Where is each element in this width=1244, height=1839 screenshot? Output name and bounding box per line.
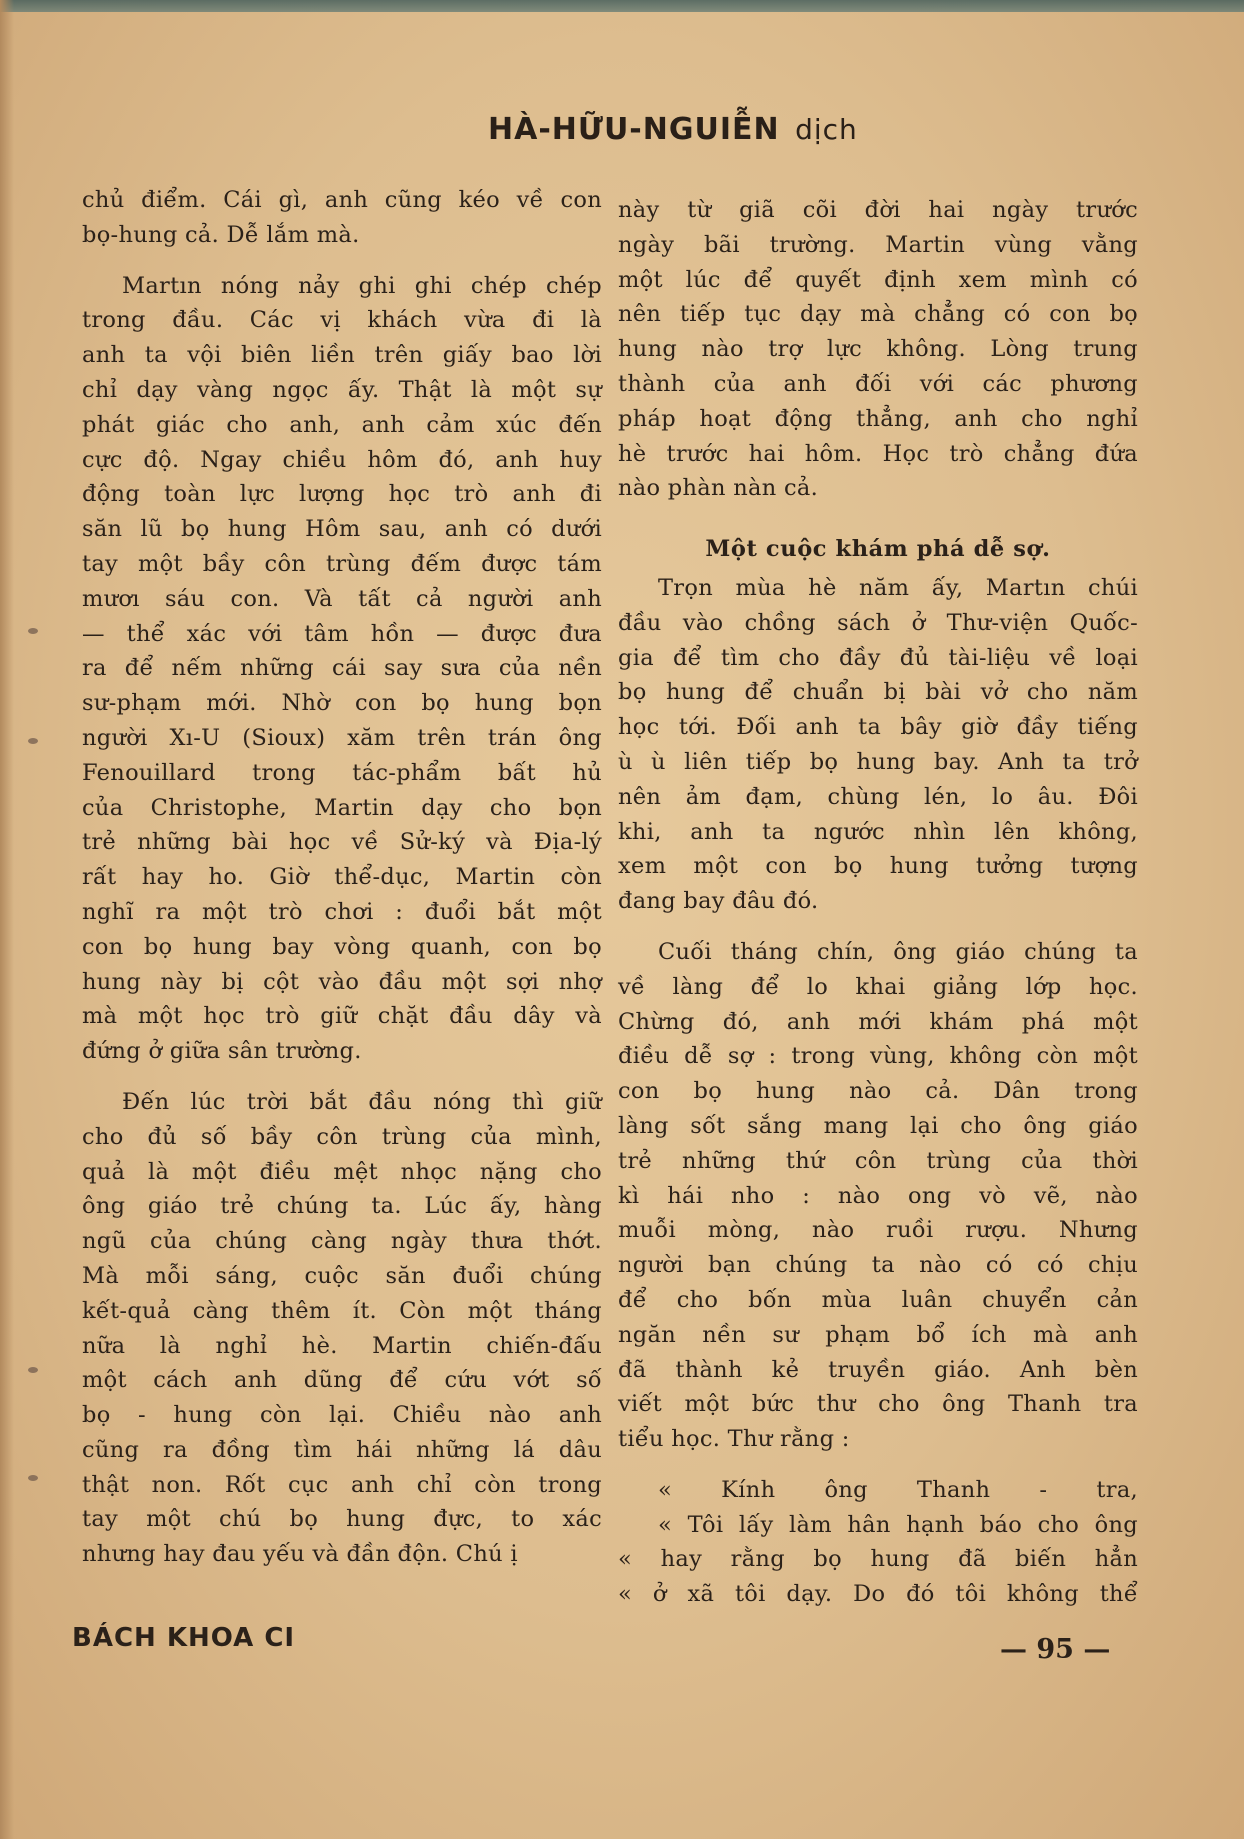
text-line: mươı sáu con. Và tất cả người anh — [82, 585, 602, 612]
text-line: đã thành kẻ truyền giáo. Anh bèn — [618, 1356, 1138, 1383]
text-line: nữa là nghỉ hè. Martin chiến-đấu — [82, 1332, 602, 1359]
text-line: chỉ dạy vàng ngọc ấy. Thật là một sự — [82, 376, 602, 403]
text-line: động toàn lực lượng học trò anh đi — [82, 481, 602, 508]
text-line: viết một bức thư cho ông Thanh tra — [618, 1391, 1138, 1418]
text-line: kết-quả càng thêm ít. Còn một tháng — [82, 1297, 602, 1324]
text-line: mà một học trò giữ chặt đầu dây và — [82, 1003, 602, 1030]
text-line: ngũ của chúng càng ngày thưa thớt. — [82, 1228, 602, 1255]
text-line: tay một bầy côn trùng đếm được tám — [82, 550, 602, 577]
letter-quote — [618, 1473, 1138, 1612]
letter-line: « hay rằng bọ hung đã biến hẳn — [618, 1546, 1138, 1573]
text-line: của Christophe, Martin dạy cho bọn — [82, 794, 602, 821]
text-line: nghĩ ra một trò chơi : đuổi bắt một — [82, 898, 602, 925]
text-line: trẻ những thứ côn trùng của thời — [618, 1147, 1138, 1174]
text-line: khi, anh ta ngước nhìn lên không, — [618, 818, 1138, 845]
text-line: gia để tìm cho đầy đủ tài-liệu về loại — [618, 644, 1138, 671]
paragraph — [618, 193, 1138, 506]
text-line: Đến lúc trời bắt đầu nóng thì giữ — [122, 1088, 602, 1115]
text-line: Cuối tháng chín, ông giáo chúng ta — [658, 938, 1138, 965]
text-line: đang bay đâu đó. — [618, 888, 819, 915]
page-left-edge — [0, 0, 14, 1839]
text-line: tay một chú bọ hung đực, to xác — [82, 1506, 602, 1533]
text-line: trẻ những bài học về Sử-ký và Địa-lý — [82, 829, 602, 856]
text-line: ngày bãi trường. Martin vùng vằng — [618, 231, 1138, 258]
text-line: điều dễ sợ : trong vùng, không còn một — [618, 1043, 1138, 1070]
text-line: nào phàn nàn cả. — [618, 475, 819, 502]
text-line: con bọ hung nào cả. Dân trong — [618, 1078, 1138, 1105]
text-line: đầu vào chồng sách ở Thư-viện Quốc- — [618, 609, 1138, 636]
margin-mark — [28, 738, 38, 744]
text-line: nhưng hay đau yếu và đần độn. Chú ị — [82, 1541, 518, 1568]
magazine-footer: BÁCH KHOA CI — [72, 1623, 296, 1653]
text-line: bọ hung để chuẩn bị bài vở cho năm — [618, 679, 1138, 706]
text-line: ra để nếm những cái say sưa của nền — [82, 655, 602, 682]
text-line: đứng ở giữa sân trường. — [82, 1038, 362, 1065]
letter-line: « Kính ông Thanh - tra, — [658, 1476, 1138, 1503]
text-line: quả là một điều mệt nhọc nặng cho — [82, 1158, 602, 1185]
text-line: con bọ hung bay vòng quanh, con bọ — [82, 933, 602, 960]
text-line: người bạn chúng ta nào có có chịu — [618, 1252, 1138, 1279]
paragraph — [618, 935, 1138, 1457]
text-line: — thể xác với tâm hồn — được đưa — [82, 620, 602, 647]
page-number: — 95 — — [1000, 1634, 1111, 1665]
margin-mark — [28, 1475, 38, 1481]
text-line: anh ta vội biên liền trên giấy bao lời — [82, 342, 602, 369]
paragraph — [618, 571, 1138, 919]
text-line: sư-phạm mới. Nhờ con bọ hung bọn — [82, 690, 602, 717]
text-line: này từ giã cõi đời hai ngày trước — [618, 197, 1138, 223]
text-line: Martın nóng nảy ghi ghi chép chép — [122, 272, 602, 299]
text-line: ngăn nền sư phạm bổ ích mà anh — [618, 1321, 1138, 1348]
text-line: tiểu học. Thư rằng : — [618, 1426, 850, 1453]
text-line: ù ù liên tiếp bọ hung bay. Anh ta trở — [618, 748, 1138, 775]
text-line: người Xı-U (Sioux) xăm trên trán ông — [82, 724, 602, 751]
text-line: kì hái nho : nào ong vò vẽ, nào — [618, 1182, 1138, 1209]
text-line: trong đầu. Các vị khách vừa đi là — [82, 307, 602, 334]
text-line: để cho bốn mùa luân chuyển cản — [618, 1286, 1138, 1313]
text-line: nên ảm đạm, chùng lén, lo âu. Đôi — [618, 783, 1138, 810]
text-line: thật non. Rốt cục anh chỉ còn trong — [82, 1471, 602, 1498]
paragraph — [82, 183, 602, 253]
paragraph — [82, 1085, 602, 1572]
text-line: Chừng đó, anh mới khám phá một — [618, 1008, 1138, 1035]
text-line: phát giác cho anh, anh cảm xúc đến — [82, 411, 602, 438]
text-line: Mà mỗi sáng, cuộc săn đuổi chúng — [82, 1262, 602, 1289]
text-line: săn lũ bọ hung Hôm sau, anh có dưới — [82, 516, 602, 543]
text-line: hung này bị cột vào đầu một sợi nhợ — [82, 968, 602, 995]
text-line: về làng để lo khai giảng lớp học. — [618, 973, 1138, 1000]
translator-suffix: dịch — [795, 113, 858, 146]
text-line: ông giáo trẻ chúng ta. Lúc ấy, hàng — [82, 1193, 602, 1220]
text-line: nên tiếp tục dạy mà chẳng có con bọ — [618, 301, 1138, 328]
section-heading: Một cuộc khám phá dễ sợ. — [705, 536, 1051, 563]
right-column — [618, 193, 1138, 1612]
text-line: hè trước hai hôm. Học trò chẳng đứa — [618, 440, 1138, 467]
text-line: làng sốt sắng mang lại cho ông giáo — [618, 1112, 1138, 1139]
text-line: bọ - hung còn lại. Chiều nào anh — [82, 1402, 602, 1429]
text-line: pháp hoạt động thẳng, anh cho nghỉ — [618, 405, 1138, 432]
translator-name: HÀ-HỮU-NGUIỄN — [488, 112, 780, 147]
text-line: thành của anh đối với các phương — [618, 370, 1138, 397]
text-line: bọ-hung cả. Dễ lắm mà. — [82, 221, 360, 248]
text-line: một cách anh dũng để cứu vớt số — [82, 1367, 602, 1394]
text-line: học tới. Đối anh ta bây giờ đầy tiếng — [618, 714, 1138, 741]
page-top-edge — [0, 0, 1244, 12]
margin-mark — [28, 1367, 38, 1373]
text-line: xem một con bọ hung tưởng tượng — [618, 853, 1138, 880]
running-header — [488, 112, 858, 147]
text-line: cũng ra đồng tìm hái những lá dâu — [82, 1436, 602, 1463]
margin-mark — [28, 628, 38, 634]
letter-line: « Tôi lấy làm hân hạnh báo cho ông — [658, 1511, 1138, 1538]
letter-line: « ở xã tôi dạy. Do đó tôi không thể — [618, 1581, 1138, 1608]
text-line: một lúc để quyết định xem mình có — [618, 266, 1138, 293]
paragraph — [82, 269, 602, 1069]
text-line: muỗi mòng, nào ruồi rượu. Nhưng — [618, 1217, 1138, 1244]
left-column — [82, 183, 602, 1572]
text-line: Trọn mùa hè năm ấy, Martın chúi — [658, 574, 1138, 601]
text-line: rất hay ho. Giờ thể-dục, Martin còn — [82, 864, 602, 891]
right-column-intro — [618, 193, 1138, 506]
text-line: cho đủ số bầy côn trùng của mình, — [82, 1123, 602, 1150]
right-column-body — [618, 571, 1138, 1457]
text-line: Fenouillard trong tác-phẩm bất hủ — [82, 759, 602, 786]
text-line: cực độ. Ngay chiều hôm đó, anh huy — [82, 446, 602, 473]
text-line: hung nào trợ lực không. Lòng trung — [618, 336, 1138, 363]
text-line: chủ điểm. Cái gì, anh cũng kéo về con — [82, 187, 602, 213]
